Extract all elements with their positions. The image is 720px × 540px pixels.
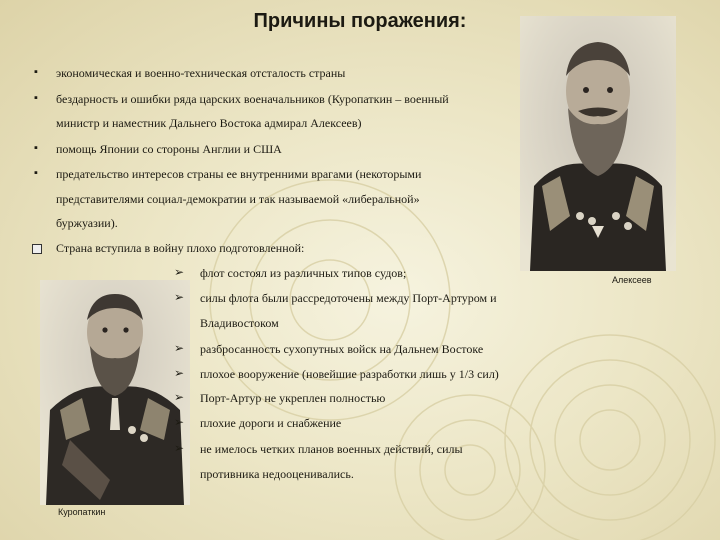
sub-point: Владивостоком [200,316,279,330]
arrow-bullet-icon: ➢ [174,390,185,404]
slide-title: Причины поражения: [253,10,467,32]
bullet-marker: ▪ [34,167,38,179]
arrow-bullet-icon: ➢ [174,441,185,455]
alekseev-caption: Алексеев [612,275,652,285]
arrow-bullet-icon: ➢ [174,341,185,355]
bullet-line: экономическая и военно-техническая отсталость страны [56,66,346,80]
sub-point: Порт-Артур не укреплен полностью [200,391,386,405]
bullet-marker: ▪ [34,66,38,78]
bullet-line: бездарность и ошибки ряда царских военачальников (Куропаткин – военный [56,92,449,106]
bullet-line: представителями социал-демократии и так называемой «либеральной» [56,192,420,206]
kuropatkin-caption: Куропаткин [58,507,106,517]
arrow-bullet-icon: ➢ [174,366,185,380]
sub-point: разбросанность сухопутных войск на Дальнем Востоке [200,342,484,356]
sub-point: не имелось четких планов военных действий, силы [200,442,463,456]
bullet-marker: ▪ [34,92,38,104]
arrow-bullet-icon: ➢ [174,415,185,429]
kuropatkin-portrait [40,280,190,505]
bullet-line: помощь Японии со стороны Англии и США [56,142,282,156]
bullet-line: буржуазии). [56,216,118,230]
square-bullet-icon [32,244,42,254]
alekseev-portrait [520,16,676,271]
sub-point: флот состоял из различных типов судов; [200,266,407,280]
bullet-line: министр и наместник Дальнего Востока адмирал Алексеев) [56,116,362,130]
sub-point: противника недооценивались. [200,467,354,481]
main-point: Страна вступила в войну плохо подготовленной: [56,241,305,255]
sub-point: плохое вооружение (новейшие разработки лишь у 1/3 сил) [200,367,499,381]
bullet-marker: ▪ [34,142,38,154]
arrow-bullet-icon: ➢ [174,265,185,279]
sub-point: плохие дороги и снабжение [200,416,342,430]
arrow-bullet-icon: ➢ [174,290,185,304]
bullet-line: предательство интересов страны ее внутренними врагами (некоторыми [56,167,422,181]
sub-point: силы флота были рассредоточены между Порт-Артуром и [200,291,497,305]
